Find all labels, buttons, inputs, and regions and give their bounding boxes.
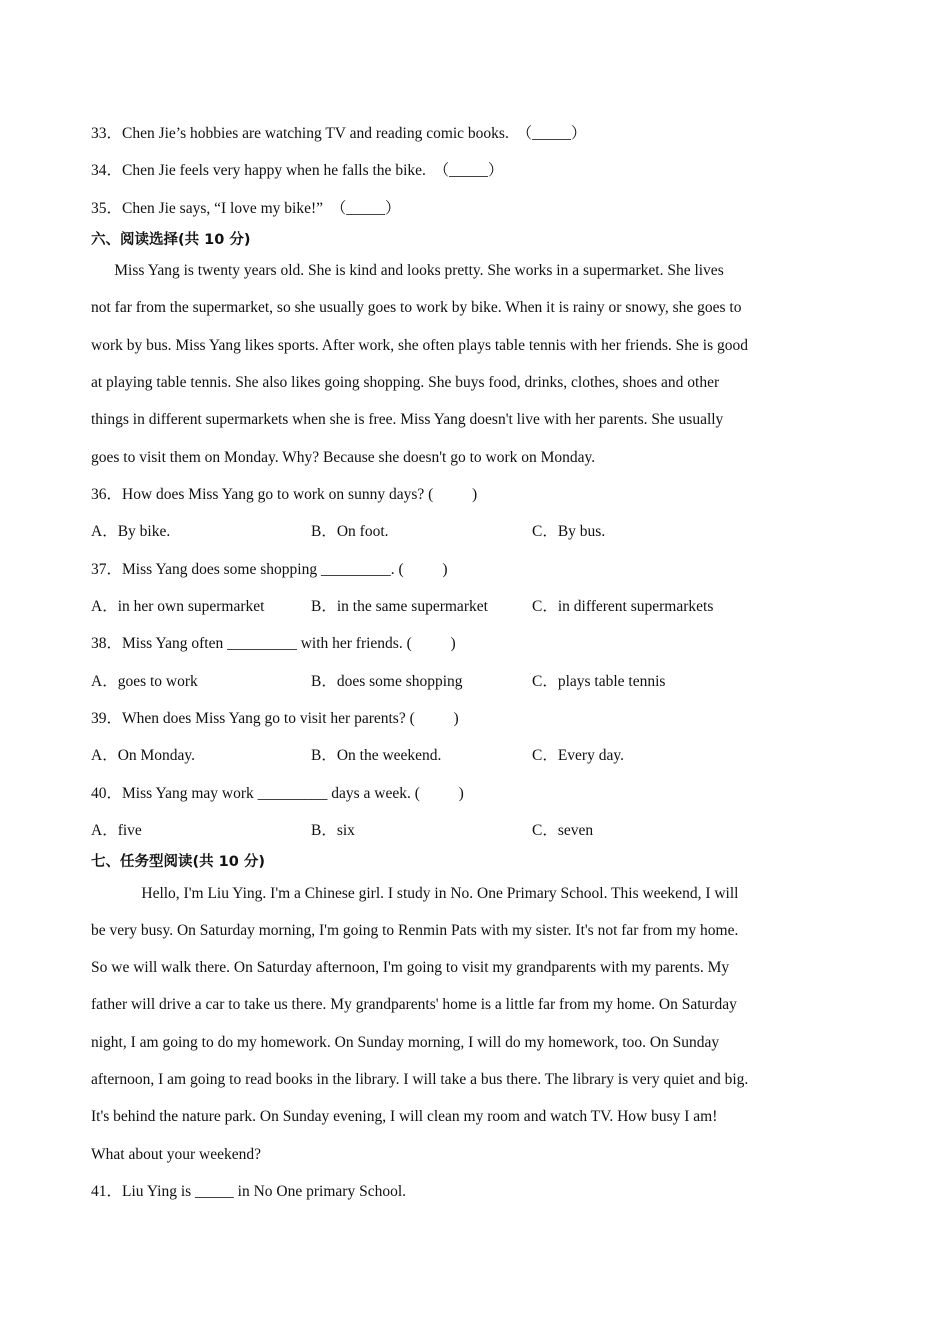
passage-line: Hello, I'm Liu Ying. I'm a Chinese girl. I study in No. One Primary School. This weekend, I will [91,885,739,902]
passage-line: It's behind the nature park. On Sunday evening, I will clean my room and watch TV. How busy I am! [91,1108,718,1125]
question-34: 34．Chen Jie feels very happy when he falls the bike. （_____） [91,162,504,179]
option-b: B．On the weekend. [311,747,442,764]
option-b: B．in the same supermarket [311,598,488,615]
section-7-heading: 七、任务型阅读(共 10 分) [91,854,266,870]
option-b: B．does some shopping [311,673,463,690]
passage-line: night, I am going to do my homework. On Sunday morning, I will do my homework, too. On Sunday [91,1034,720,1051]
option-a: A．in her own supermarket [91,598,265,615]
option-a: A．five [91,822,142,839]
question-33: 33．Chen Jie’s hobbies are watching TV and reading comic books. （_____） [91,125,587,142]
passage-line: Miss Yang is twenty years old. She is kind and looks pretty. She works in a supermarket. She lives [91,262,724,279]
question-35: 35．Chen Jie says, “I love my bike!” （_____） [91,200,401,217]
passage-line: afternoon, I am going to read books in the library. I will take a bus there. The library is very quiet and big. [91,1071,749,1088]
option-c: C．Every day. [532,747,624,764]
passage-line: goes to visit them on Monday. Why? Because she doesn't go to work on Monday. [91,449,596,466]
passage-line: What about your weekend? [91,1146,262,1163]
passage-line: at playing table tennis. She also likes going shopping. She buys food, drinks, clothes, shoes and other [91,374,720,391]
option-c: C．By bus. [532,523,606,540]
question-stem: 37．Miss Yang does some shopping _________. ( ) [91,561,448,578]
question-41: 41．Liu Ying is _____ in No One primary School. [91,1183,407,1200]
passage-line: father will drive a car to take us there. My grandparents' home is a little far from my home. On Saturday [91,996,737,1013]
passage-line: be very busy. On Saturday morning, I'm going to Renmin Pats with my sister. It's not far from my home. [91,922,739,939]
passage-line: things in different supermarkets when she is free. Miss Yang doesn't live with her parents. She usually [91,411,724,428]
passage-line: So we will walk there. On Saturday afternoon, I'm going to visit my grandparents with my parents. My [91,959,730,976]
option-a: A．On Monday. [91,747,196,764]
option-a: A．By bike. [91,523,171,540]
question-stem: 40．Miss Yang may work _________ days a week. ( ) [91,785,464,802]
question-stem: 36．How does Miss Yang go to work on sunny days? ( ) [91,486,478,503]
option-b: B．On foot. [311,523,389,540]
question-stem: 38．Miss Yang often _________ with her friends. ( ) [91,635,456,652]
question-stem: 39．When does Miss Yang go to visit her parents? ( ) [91,710,459,727]
section-6-heading: 六、阅读选择(共 10 分) [91,232,251,248]
option-a: A．goes to work [91,673,198,690]
option-b: B．six [311,822,355,839]
passage-line: not far from the supermarket, so she usually goes to work by bike. When it is rainy or snowy, she goes to [91,299,742,316]
option-c: C．in different supermarkets [532,598,714,615]
option-c: C．plays table tennis [532,673,666,690]
passage-line: work by bus. Miss Yang likes sports. After work, she often plays table tennis with her friends. She is good [91,337,748,354]
option-c: C．seven [532,822,594,839]
